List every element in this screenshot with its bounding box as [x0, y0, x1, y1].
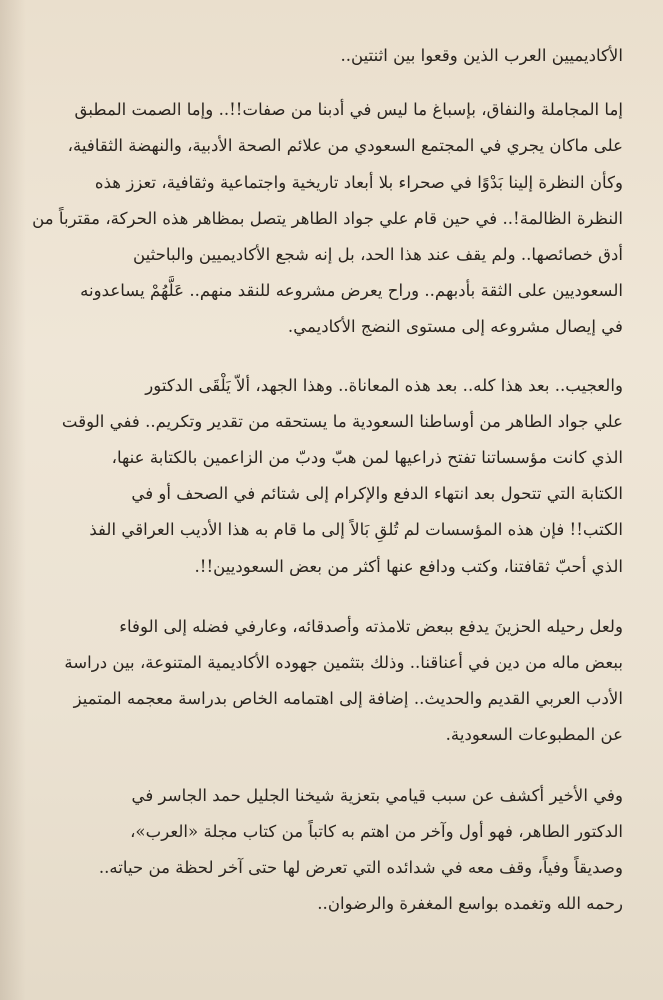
paragraph-3 — [22, 368, 623, 585]
text-line: ببعض ماله من دين في أعناقنا.. وذلك بتثمين جهوده الأكاديمية المتنوعة، بين دراسة — [64, 653, 623, 673]
text-line: السعوديين على الثقة بأدبهم.. وراح يعرض مشروعه للنقد منهم.. عَلَّهُمْ يساعدونه — [80, 281, 623, 301]
text-line: في إيصال مشروعه إلى مستوى النضج الأكاديمي. — [287, 317, 623, 337]
text-line: رحمه الله وتغمده بواسع المغفرة والرضوان.. — [317, 894, 623, 914]
paragraph-4 — [22, 609, 623, 754]
text-line: الكتب!! فإن هذه المؤسسات لم تُلقِ بَالاً إلى ما قام به هذا الأديب العراقي الفذ — [89, 520, 623, 540]
text-line: على ماكان يجري في المجتمع السعودي من علائم الصحة الأدبية، والنهضة الثقافية، — [67, 136, 623, 156]
text-line: إما المجاملة والنفاق، بإسباغ ما ليس في أدبنا من صفات!!.. وإما الصمت المطبق — [74, 100, 623, 120]
page-gutter-shadow — [0, 0, 26, 1000]
text-line: الأكاديميين العرب الذين وقعوا بين اثنتين.. — [340, 46, 623, 65]
text-line: الدكتور الطاهر، فهو أول وآخر من اهتم به كاتباً من كتاب مجلة «العرب»، — [130, 821, 623, 841]
paragraph-2 — [22, 92, 623, 345]
text-line: ولعل رحيله الحزينَ يدفع ببعض تلامذته وأصدقائه، وعارفي فضله إلى الوفاء — [119, 616, 623, 636]
text-line: وصديقاً وفياً، وقف معه في شدائده التي تعرض لها حتى آخر لحظة من حياته.. — [98, 858, 623, 878]
paragraph-5 — [22, 778, 623, 923]
text-line: الكتابة التي تتحول بعد انتهاء الدفع والإكرام إلى شتائم في الصحف أو في — [131, 484, 623, 504]
text-line: علي جواد الطاهر من أوساطنا السعودية ما يستحقه من تقدير وتكريم.. ففي الوقت — [61, 411, 623, 431]
text-line: وكأن النظرة إلينا بَدْوًا في صحراء بلا أبعاد تاريخية واجتماعية وثقافية، تعزز هذه — [94, 172, 623, 192]
text-line: الذي أحبّ ثقافتنا، وكتب ودافع عنها أكثر من بعض السعوديين!!. — [194, 556, 623, 576]
text-line: وفي الأخير أكشف عن سبب قيامي بتعزية شيخنا الجليل حمد الجاسر في — [131, 785, 623, 805]
text-line: والعجيب.. بعد هذا كله.. بعد هذه المعاناة.. وهذا الجهد، ألاّ يَلْقَى الدكتور — [145, 375, 623, 395]
text-line: عن المطبوعات السعودية. — [445, 725, 623, 745]
text-line: النظرة الظالمة!.. في حين قام علي جواد الطاهر يتصل بمظاهر هذه الحركة، مقترباً من — [32, 208, 623, 228]
text-line: الذي كانت مؤسساتنا تفتح ذراعيها لمن هبّ ودبّ من الزاعمين بالكتابة عنها، — [111, 448, 623, 468]
paragraph-1 — [22, 38, 623, 74]
text-line: أدق خصائصها.. ولم يقف عند هذا الحد، بل إنه شجع الأكاديميين والباحثين — [133, 245, 623, 265]
text-line: الأدب العربي القديم والحديث.. إضافة إلى اهتمامه الخاص بدراسة معجمه المتميز — [73, 689, 623, 709]
